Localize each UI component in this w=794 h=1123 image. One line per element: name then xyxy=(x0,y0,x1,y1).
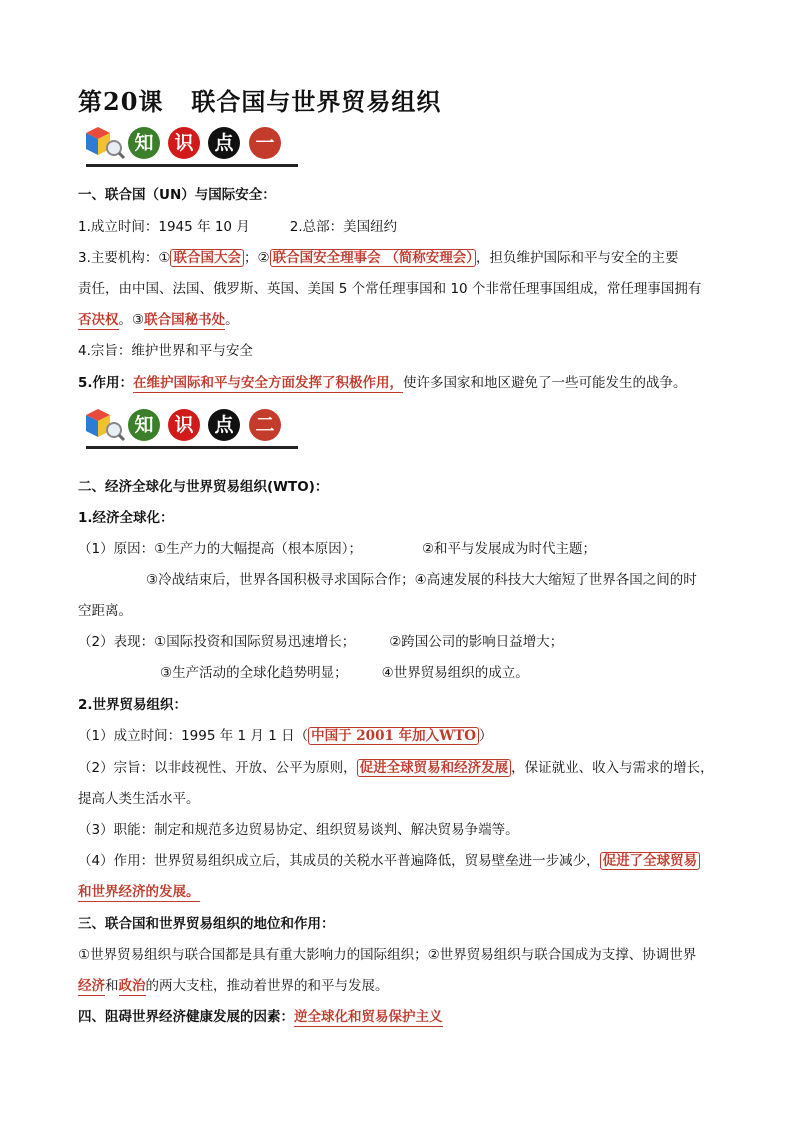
china-joined-wto-highlight: 中国于 2001 年加入WTO xyxy=(308,727,479,745)
general-assembly-highlight: 联合国大会 xyxy=(170,249,244,267)
lesson-topic: 联合国与世界贸易组织 xyxy=(191,87,442,116)
wto-role-cont xyxy=(78,882,200,902)
section-3-heading: 三、联合国和世界贸易组织的地位和作用： xyxy=(78,916,335,932)
globalization-signs-cont: ③生产活动的全球化趋势明显； ④世界贸易组织的成立。 xyxy=(160,665,529,681)
un-organs-line: 3.主要机构：① 联合国大会 ；② 联合国安全理事会 （简称安理会） ，担负维护国际和平与安全的主要 xyxy=(78,250,679,266)
lesson-number: 第20课 xyxy=(78,87,164,116)
banner-char-shi: 识 xyxy=(168,409,200,441)
un-responsibility-line: 责任，由中国、法国、俄罗斯、英国、美国 5 个常任理事国和 10 个非常任理事国组成，常任理事国拥有 xyxy=(78,281,702,297)
wto-purpose-highlight: 促进全球贸易和经济发展 xyxy=(357,759,512,777)
wto-role-highlight-cont: 和世界经济的发展。 xyxy=(78,884,200,900)
knowledge-point-banner-1 xyxy=(84,120,300,164)
wto-subheading: 2.世界贸易组织： xyxy=(78,697,188,713)
security-council-highlight: 联合国安全理事会 （简称安理会） xyxy=(270,249,476,267)
wto-founded-line: （1）成立时间：1995 年 1 月 1 日（ 中国于 2001 年加入WTO ） xyxy=(78,728,493,744)
section-4-line xyxy=(78,1007,443,1027)
wto-functions-line: （3）职能：制定和规范多边贸易协定、组织贸易谈判、解决贸易争端等。 xyxy=(78,822,519,838)
veto-highlight: 否决权 xyxy=(78,312,119,328)
anti-globalization-highlight: 逆全球化和贸易保护主义 xyxy=(294,1009,443,1025)
wto-role-highlight: 促进了全球贸易 xyxy=(600,852,701,870)
banner-char-number: 一 xyxy=(249,127,281,159)
globalization-subheading: 1.经济全球化： xyxy=(78,510,174,526)
un-role-line: 5.作用：在维护国际和平与安全方面发挥了积极作用，使许多国家和地区避免了一些可能发生的战争。 xyxy=(78,375,687,391)
banner-underline xyxy=(86,164,298,167)
page-title xyxy=(78,82,441,117)
banner-char-dian: 点 xyxy=(208,409,240,441)
wto-purpose-line: （2）宗旨：以非歧视性、开放、公平为原则， 促进全球贸易和经济发展 ，保证就业、收入与需求的增长， xyxy=(78,760,714,776)
banner-char-number: 二 xyxy=(249,409,281,441)
globalization-signs-line: （2）表现：①国际投资和国际贸易迅速增长； ②跨国公司的影响日益增大； xyxy=(78,634,564,650)
section-4-heading: 四、阻碍世界经济健康发展的因素： xyxy=(78,1009,294,1025)
banner-char-zhi: 知 xyxy=(128,409,160,441)
globalization-causes-cont: ③冷战结束后，世界各国积极寻求国际合作；④高速发展的科技大大缩短了世界各国之间的时 xyxy=(146,572,697,588)
status-role-line: ①世界贸易组织与联合国都是具有重大影响力的国际组织；②世界贸易组织与联合国成为支撑、协调世界 xyxy=(78,947,697,963)
globalization-causes-end: 空距离。 xyxy=(78,603,132,619)
cube-magnifier-icon xyxy=(84,124,126,160)
secretariat-highlight: 联合国秘书处 xyxy=(144,312,226,328)
un-purpose-line: 4.宗旨：维护世界和平与安全 xyxy=(78,343,253,359)
un-founded-line: 1.成立时间：1945 年 10 月 2.总部：美国纽约 xyxy=(78,219,398,235)
wto-purpose-cont: 提高人类生活水平。 xyxy=(78,791,200,807)
knowledge-point-banner-2 xyxy=(84,402,300,446)
banner-char-dian: 点 xyxy=(208,127,240,159)
economy-highlight: 经济 xyxy=(78,978,105,994)
banner-char-zhi: 知 xyxy=(128,127,160,159)
banner-char-shi: 识 xyxy=(168,127,200,159)
un-veto-line: 否决权。③联合国秘书处。 xyxy=(78,312,239,328)
wto-role-line: （4）作用：世界贸易组织成立后，其成员的关税水平普遍降低，贸易壁垒进一步减少， 促进了全球贸易 xyxy=(78,851,700,871)
globalization-causes-line: （1）原因：①生产力的大幅提高（根本原因）； ②和平与发展成为时代主题； xyxy=(78,541,597,557)
un-role-highlight: 在维护国际和平与安全方面发挥了积极作用， xyxy=(133,375,404,391)
banner-underline xyxy=(86,446,298,449)
status-role-cont: 经济和政治的两大支柱，推动着世界的和平与发展。 xyxy=(78,978,389,994)
section-1-heading: 一、联合国（UN）与国际安全： xyxy=(78,187,276,203)
cube-magnifier-icon xyxy=(84,406,126,442)
section-2-heading: 二、经济全球化与世界贸易组织(WTO)： xyxy=(78,479,329,495)
politics-highlight: 政治 xyxy=(118,978,146,994)
